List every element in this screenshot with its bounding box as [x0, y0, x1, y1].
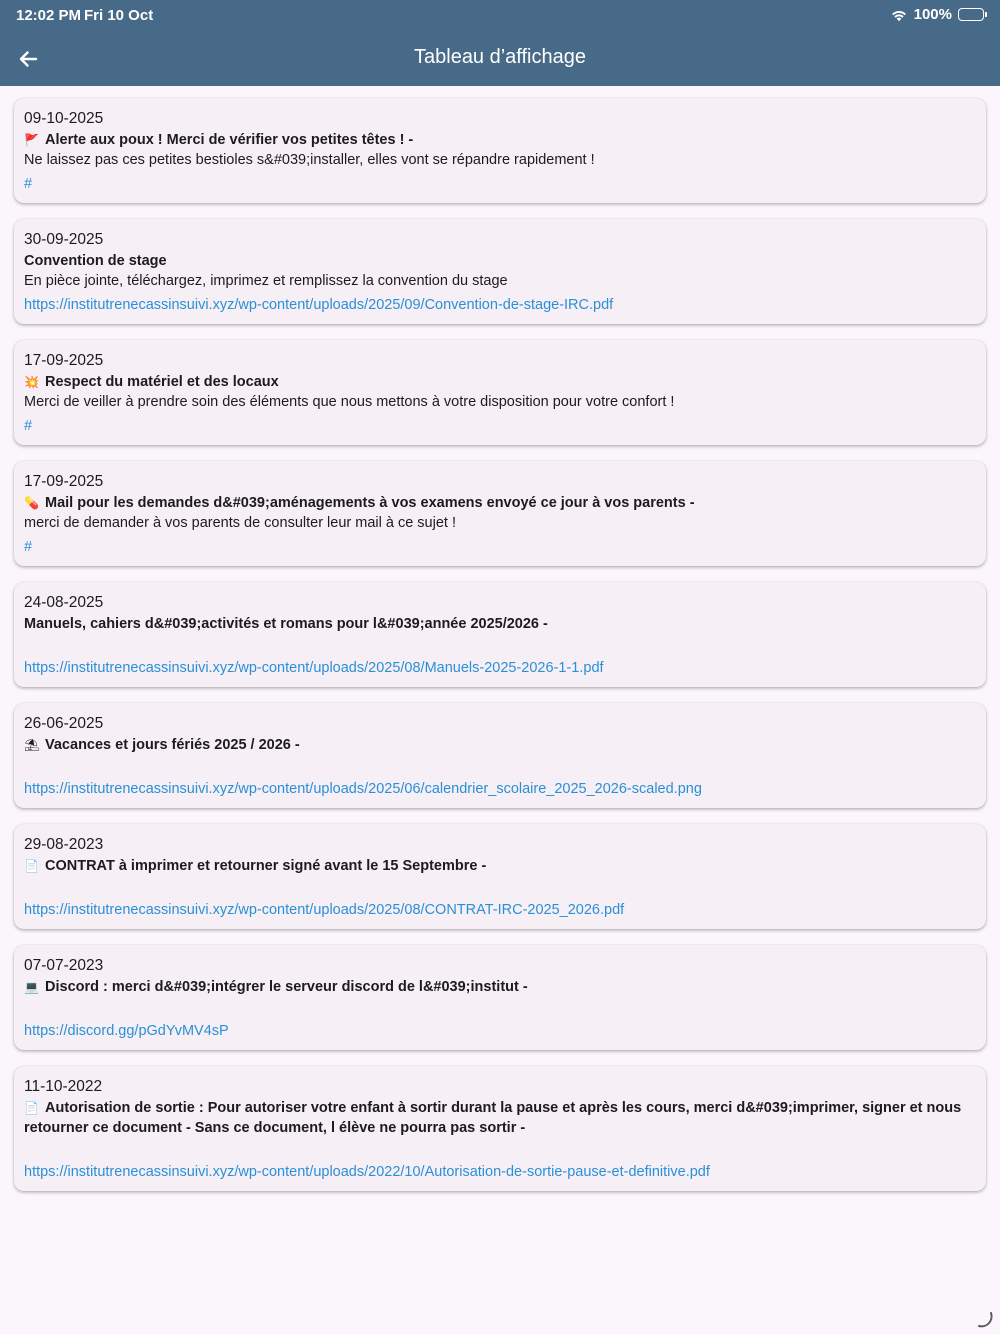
announcement-body: En pièce jointe, téléchargez, imprimez et remplissez la convention du stage: [24, 273, 508, 289]
announcement-card[interactable]: [14, 98, 986, 203]
announcement-title: 💥 Respect du matériel et des locaux: [24, 374, 279, 390]
announcement-card[interactable]: [14, 945, 986, 1050]
announcement-body: Ne laissez pas ces petites bestioles s&#039;installer, elles vont se répandre rapidement !: [24, 152, 595, 168]
announcement-body: [24, 997, 976, 1017]
announcement-date: 17-09-2025: [24, 473, 104, 490]
announcement-title: 💊 Mail pour les demandes d&#039;aménagements à vos examens envoyé ce jour à vos parents -: [24, 495, 695, 511]
announcement-card[interactable]: [14, 824, 986, 929]
announcement-title: Manuels, cahiers d&#039;activités et romans pour l&#039;année 2025/2026 -: [24, 616, 548, 632]
announcement-card[interactable]: [14, 582, 986, 687]
announcement-date: 07-07-2023: [24, 957, 104, 974]
announcement-card[interactable]: [14, 219, 986, 324]
announcement-card[interactable]: [14, 1066, 986, 1191]
announcement-link[interactable]: https://institutrenecassinsuivi.xyz/wp-content/uploads/2022/10/Autorisation-de-sortie-pause-et-definitive.pdf: [24, 1164, 710, 1180]
status-time: 12:02 PM: [16, 7, 82, 24]
announcement-date: 26-06-2025: [24, 715, 104, 732]
announcement-body: [24, 1138, 976, 1158]
announcement-link[interactable]: https://institutrenecassinsuivi.xyz/wp-content/uploads/2025/09/Convention-de-stage-IRC.pdf: [24, 297, 614, 313]
pill-icon: 💊: [24, 496, 39, 510]
announcement-link[interactable]: #: [24, 539, 33, 555]
announcement-link[interactable]: https://institutrenecassinsuivi.xyz/wp-content/uploads/2025/08/Manuels-2025-2026-1-1.pdf: [24, 660, 604, 676]
announcement-link[interactable]: https://institutrenecassinsuivi.xyz/wp-content/uploads/2025/06/calendrier_scolaire_2025_2026-scaled.png: [24, 781, 702, 797]
announcement-card[interactable]: [14, 703, 986, 808]
announcement-body: merci de demander à vos parents de consulter leur mail à ce sujet !: [24, 515, 456, 531]
announcement-date: 11-10-2022: [24, 1078, 103, 1095]
announcement-date: 17-09-2025: [24, 352, 104, 369]
announcement-date: 24-08-2025: [24, 594, 104, 611]
announcement-title: 📄 Autorisation de sortie : Pour autoriser votre enfant à sortir durant la pause et après les cours, merci d&#039;imprimer, signer et nous retourner ce document - Sans ce document, l élève ne pourra pas sortir -: [24, 1100, 962, 1136]
announcement-title: 🚩 Alerte aux poux ! Merci de vérifier vos petites têtes ! -: [24, 132, 414, 148]
battery-percent: 100%: [913, 6, 952, 23]
announcement-body: [24, 876, 976, 896]
announcement-body: [24, 755, 976, 775]
wifi-icon: [890, 8, 908, 22]
announcement-date: 29-08-2023: [24, 836, 104, 853]
battery-icon: [958, 8, 984, 21]
loading-spinner-icon: [976, 1310, 994, 1328]
announcement-body: Merci de veiller à prendre soin des éléments que nous mettons à votre disposition pour votre confort !: [24, 394, 675, 410]
flag-icon: 🚩: [24, 133, 39, 147]
document-icon: 📄: [24, 1101, 39, 1115]
page-title: Tableau d’affichage: [414, 46, 586, 68]
beach-umbrella-icon: ⛱: [24, 738, 40, 752]
announcement-card[interactable]: [14, 340, 986, 445]
laptop-icon: 💻: [24, 980, 39, 994]
announcement-date: 09-10-2025: [24, 110, 104, 127]
announcement-title: 📄 CONTRAT à imprimer et retourner signé avant le 15 Septembre -: [24, 858, 487, 874]
announcement-title: ⛱ Vacances et jours fériés 2025 / 2026 -: [24, 737, 300, 753]
announcement-list: [14, 98, 986, 1207]
app-bar: [0, 0, 1000, 86]
document-icon: 📄: [24, 859, 39, 873]
announcement-card[interactable]: [14, 461, 986, 566]
announcement-link[interactable]: https://discord.gg/pGdYvMV4sP: [24, 1023, 229, 1039]
announcement-date: 30-09-2025: [24, 231, 104, 248]
announcement-link[interactable]: #: [24, 418, 33, 434]
announcement-link[interactable]: #: [24, 176, 33, 192]
announcement-title: 💻 Discord : merci d&#039;intégrer le serveur discord de l&#039;institut -: [24, 979, 528, 995]
announcement-title: Convention de stage: [24, 253, 167, 269]
announcement-body: [24, 634, 976, 654]
announcement-link[interactable]: https://institutrenecassinsuivi.xyz/wp-content/uploads/2025/08/CONTRAT-IRC-2025_2026.pdf: [24, 902, 625, 918]
status-indicators: [890, 6, 984, 23]
status-date: Fri 10 Oct: [84, 7, 154, 24]
collision-icon: 💥: [24, 375, 39, 389]
